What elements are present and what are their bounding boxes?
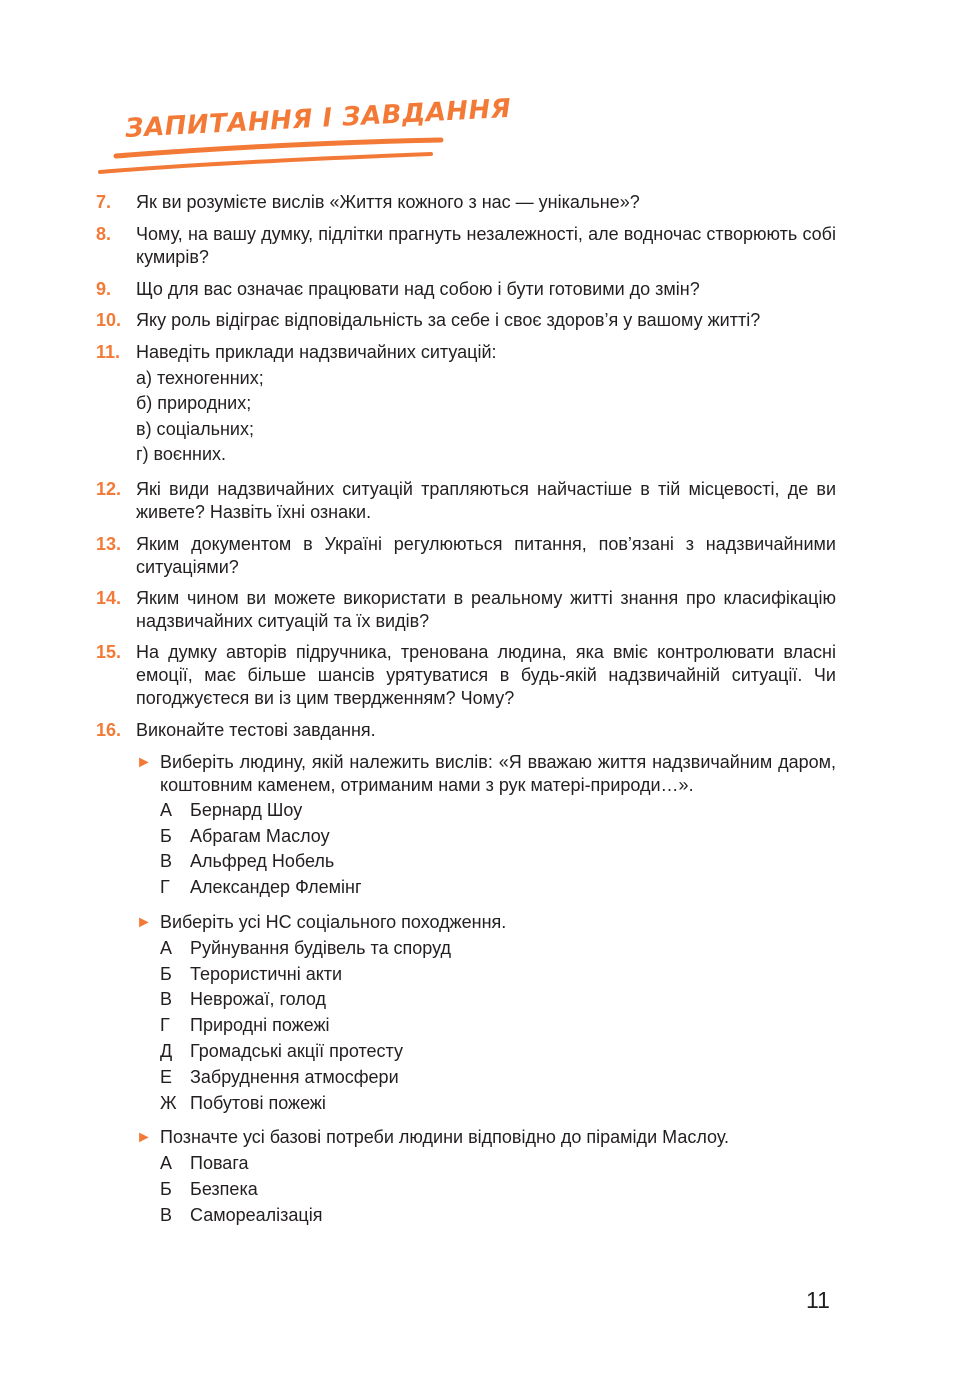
option-letter: В: [160, 851, 173, 871]
test-prompt: Виберіть усі НС соціального походження.: [160, 912, 507, 932]
option-text: Абрагам Маслоу: [190, 826, 330, 846]
option-letter: Б: [160, 826, 172, 846]
question-9: [96, 278, 836, 301]
arrow-right-icon: ►: [136, 1129, 152, 1146]
question-number: 14.: [96, 588, 122, 608]
question-text: Яким чином ви можете використати в реальному житті знання про класифікацію надзвичайних ситуацій та їх видів?: [136, 588, 836, 631]
option-letter: Д: [160, 1041, 173, 1061]
question-text: На думку авторів підручника, тренована людина, яка вміє контролювати власні емоції, має більше шансів урятуватися в будь-якій надзвичайній ситуації. Чи погоджуєтеся ви із цим твердженням? Чому?: [136, 642, 836, 708]
option-letter: А: [160, 800, 173, 820]
test-option: [160, 850, 334, 873]
list-item: б) природних;: [136, 393, 252, 413]
option-letter: В: [160, 989, 173, 1009]
option-text: Альфред Нобель: [190, 851, 335, 871]
test-option: [160, 1066, 399, 1089]
test-item-3: [136, 1126, 836, 1149]
test-option: [160, 1204, 322, 1227]
test-option: [160, 988, 326, 1011]
question-number: 10.: [96, 310, 122, 330]
question-number: 13.: [96, 534, 122, 554]
test-prompt: Позначте усі базові потреби людини відповідно до піраміди Маслоу.: [160, 1127, 730, 1147]
test-option: [160, 876, 362, 899]
test-option: [160, 963, 342, 986]
question-text: Яким документом в Україні регулюються питання, пов’язані з надзвичайними ситуаціями?: [136, 534, 836, 577]
option-text: Неврожаї, голод: [190, 989, 327, 1009]
question-number: 12.: [96, 479, 122, 499]
page-number: 11: [806, 1287, 830, 1313]
question-11: [96, 341, 836, 364]
option-text: Самореалізація: [190, 1205, 323, 1225]
arrow-right-icon: ►: [136, 914, 152, 931]
test-option: [160, 1092, 326, 1115]
option-letter: А: [160, 1153, 173, 1173]
test-option: [160, 1014, 330, 1037]
option-text: Повага: [190, 1153, 249, 1173]
question-number: 11.: [96, 342, 121, 362]
test-option: [160, 1178, 258, 1201]
option-text: Побутові пожежі: [190, 1093, 326, 1113]
option-letter: А: [160, 938, 173, 958]
question-number: 16.: [96, 720, 122, 740]
question-text: Виконайте тестові завдання.: [136, 720, 376, 740]
test-option: [160, 1040, 403, 1063]
section-heading: [96, 93, 513, 182]
test-option: [160, 799, 302, 822]
option-text: Громадські акції протесту: [190, 1041, 403, 1061]
list-item: г) воєнних.: [136, 444, 227, 464]
question-text: Яку роль відіграє відповідальність за себе і своє здоров’я у вашому житті?: [136, 310, 761, 330]
question-text: Як ви розумієте вислів «Життя кожного з нас — унікальне»?: [136, 192, 640, 212]
question-10: [96, 309, 836, 332]
test-item-2: [136, 911, 836, 934]
option-letter: В: [160, 1205, 173, 1225]
option-letter: Г: [160, 877, 170, 897]
list-item: а) техногенних;: [136, 368, 264, 388]
option-letter: Б: [160, 1179, 172, 1199]
test-prompt: Виберіть людину, якій належить вислів: «Я вважаю життя надзвичайним даром, коштовним каменем, отриманим нами з рук матері-природи…».: [160, 752, 836, 795]
option-text: Александер Флемінг: [190, 877, 362, 897]
option-text: Природні пожежі: [190, 1015, 330, 1035]
test-option: [160, 825, 330, 848]
option-letter: Ж: [160, 1093, 177, 1113]
option-letter: Г: [160, 1015, 170, 1035]
option-text: Терористичні акти: [190, 964, 343, 984]
question-number: 7.: [96, 192, 112, 212]
question-text: Наведіть приклади надзвичайних ситуацій:: [136, 342, 497, 362]
question-12: [96, 478, 836, 524]
section-title: ЗАПИТАННЯ І ЗАВДАННЯ: [124, 93, 513, 144]
option-letter: Е: [160, 1067, 173, 1087]
arrow-right-icon: ►: [136, 754, 152, 771]
question-number: 15.: [96, 642, 122, 662]
question-16: [96, 719, 836, 742]
option-text: Безпека: [190, 1179, 258, 1199]
question-text: Які види надзвичайних ситуацій трапляються найчастіше в тій місцевості, де ви живете? Назвіть їхні ознаки.: [136, 479, 836, 522]
question-7: [96, 191, 836, 214]
test-option: [160, 1152, 249, 1175]
question-text: Чому, на вашу думку, підлітки прагнуть незалежності, але водночас створюють собі кумирів?: [136, 224, 836, 267]
question-text: Що для вас означає працювати над собою і бути готовими до змін?: [136, 279, 700, 299]
option-text: Руйнування будівель та споруд: [190, 938, 451, 958]
option-text: Бернард Шоу: [190, 800, 303, 820]
question-number: 9.: [96, 279, 112, 299]
option-letter: Б: [160, 964, 172, 984]
question-number: 8.: [96, 224, 112, 244]
question-8: [96, 223, 836, 269]
question-13: [96, 533, 836, 579]
question-15: [96, 641, 836, 710]
test-option: [160, 937, 451, 960]
option-text: Забруднення атмосфери: [190, 1067, 399, 1087]
test-item-1: [136, 751, 836, 797]
list-item: в) соціальних;: [136, 419, 254, 439]
question-14: [96, 587, 836, 633]
